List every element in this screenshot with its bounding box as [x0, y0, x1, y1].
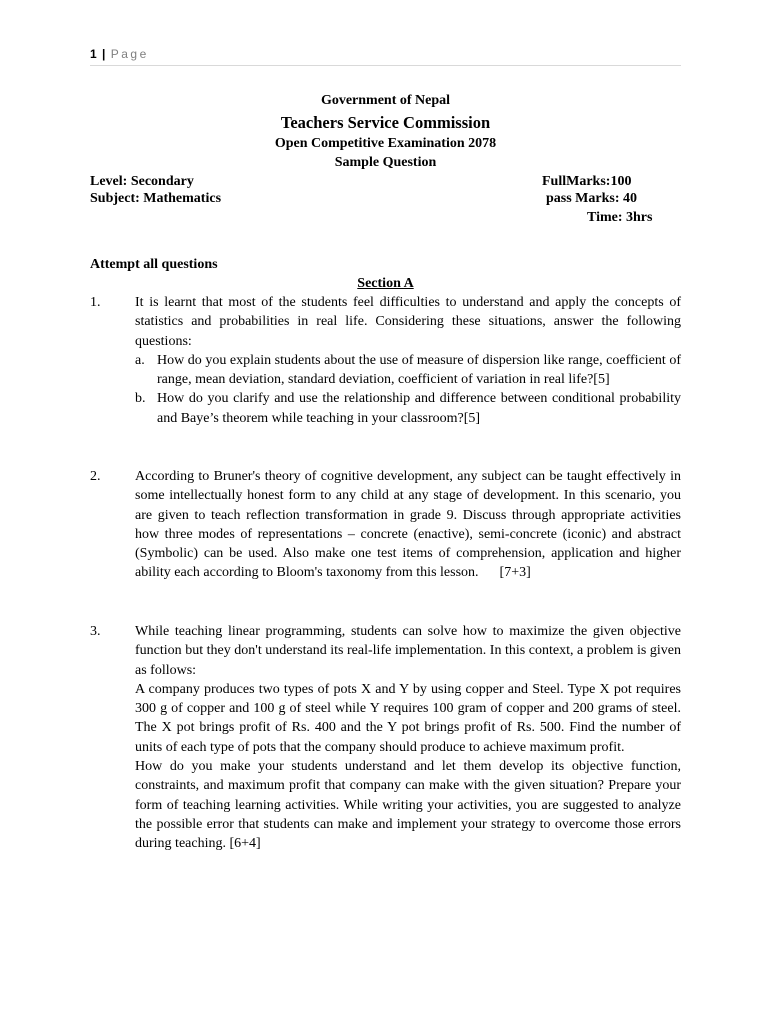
instructions: Attempt all questions — [90, 257, 218, 272]
question-number: 2. — [90, 469, 101, 484]
question-task: How do you make your students understand and let them develop its objective function, constraints, and maximum profit that company can make with the given situation? Prepare your form of teaching learning activities. While writing your activities, you are suggested to analyze the possible error that students can make and implement your strategy to overcome those errors during teaching. [6+4] — [135, 759, 681, 852]
sub-question-text: How do you clarify and use the relationship and difference between conditional probability and Baye’s theorem while teaching in your classroom?[5] — [157, 391, 681, 426]
question-2 — [90, 467, 681, 583]
question-body: According to Bruner's theory of cognitive development, any subject can be taught effectively in some intellectually honest form to any child at any stage of development. In this scenario, you are given to teach reflection transformation in grade 9. Discuss through appropriate activities how three modes of representations – concrete (enactive), semi-concrete (iconic) and abstract (Symbolic) can be used. Also make one test items of comprehension, application and higher ability each according to Bloom's taxonomy from this lesson. — [135, 469, 681, 581]
commission-title: Teachers Service Commission — [280, 113, 491, 132]
page-number: 1 — [90, 47, 97, 61]
page-header — [90, 47, 681, 66]
problem-statement: A company produces two types of pots X and Y by using copper and Steel. Type X pot requires 300 g of copper and 100 g of steel while Y requires 100 gram of copper and 200 grams of steel. The X pot brings profit of Rs. 400 and the Y pot brings profit of Rs. 500. Find the number of units of each type of pots that the company should produce to achieve maximum profit. — [135, 681, 681, 755]
page-separator: | — [102, 47, 106, 61]
sub-question-label: b. — [135, 391, 146, 407]
question-marks: [7+3] — [499, 565, 531, 581]
sub-question-b — [135, 389, 681, 428]
question-text: It is learnt that most of the students feel difficulties to understand and apply the concepts of statistics and probabilities in real life. Considering these situations, answer the following questions: — [135, 295, 681, 349]
section-title: Section A — [357, 276, 414, 291]
government-title: Government of Nepal — [320, 93, 451, 108]
question-3 — [90, 622, 681, 854]
question-number: 1. — [90, 295, 101, 310]
sample-question-title: Sample Question — [334, 155, 437, 170]
pass-marks-label: pass Marks: 40 — [546, 191, 638, 206]
question-number: 3. — [90, 624, 101, 639]
sub-question-a — [135, 351, 681, 390]
subject-label: Subject: Mathematics — [90, 191, 222, 206]
sub-question-label: a. — [135, 352, 145, 368]
question-intro: While teaching linear programming, students can solve how to maximize the given objective function but they don't understand its real-life implementation. In this context, a problem is given as follows: — [135, 624, 681, 678]
question-1 — [90, 293, 681, 428]
exam-title: Open Competitive Examination 2078 — [274, 136, 497, 151]
time-label: Time: 3hrs — [587, 210, 653, 225]
full-marks-label: FullMarks:100 — [542, 174, 632, 189]
sub-question-text: How do you explain students about the use of measure of dispersion like range, coefficient of range, mean deviation, standard deviation, coefficient of variation in real life?[5] — [157, 352, 681, 388]
level-label: Level: Secondary — [90, 174, 194, 189]
page-word: Page — [110, 47, 149, 61]
question-text — [135, 467, 681, 583]
